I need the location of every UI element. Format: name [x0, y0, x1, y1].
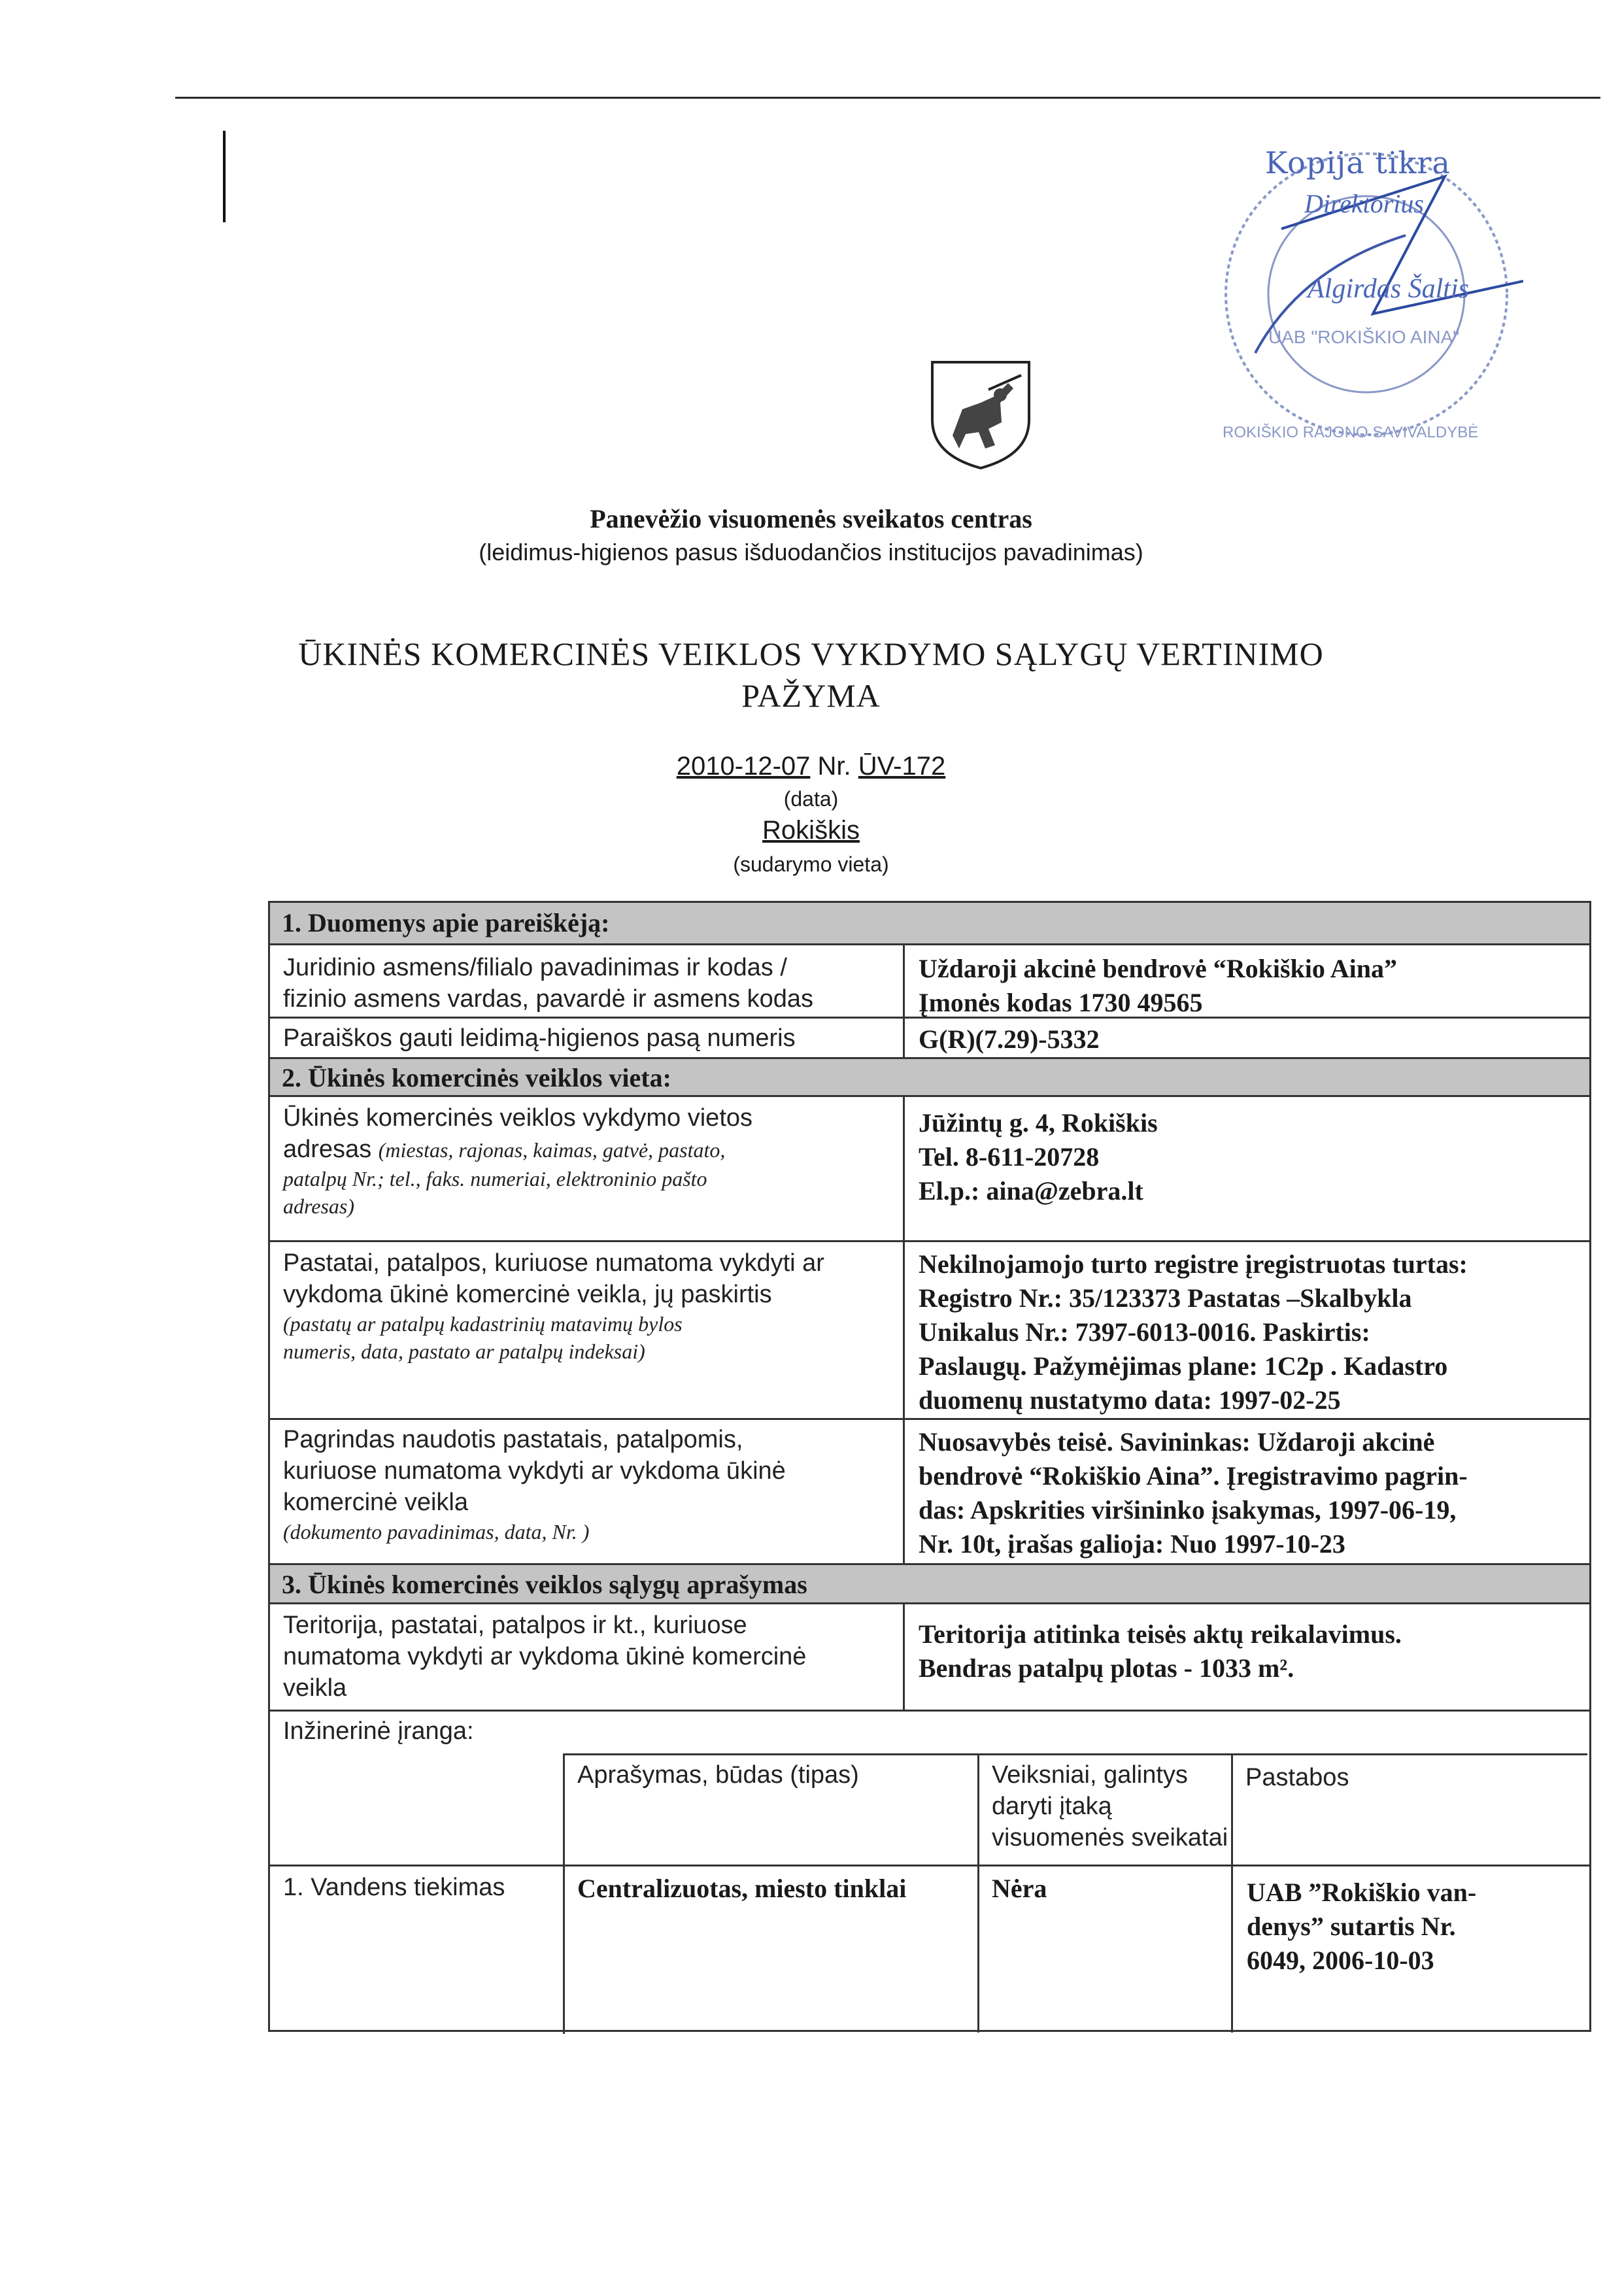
- place-value: Rokiškis: [762, 816, 860, 845]
- territory-value-1: Teritorija atitinka teisės aktų reikalavimus.: [919, 1619, 1402, 1649]
- water-description: Centralizuotas, miesto tinklai: [577, 1874, 907, 1903]
- water-factors: Nėra: [992, 1874, 1047, 1903]
- section-2-heading: 2. Ūkinės komercinės veiklos vieta:: [270, 1057, 1589, 1095]
- address-value: Jūžintų g. 4, Rokiškis: [919, 1108, 1158, 1138]
- number-label: Nr.: [817, 752, 851, 781]
- buildings-value-1: Nekilnojamojo turto registre įregistruotas turtas:: [919, 1249, 1468, 1279]
- document-number: ŪV-172: [858, 752, 946, 781]
- ownership-label-2: kuriuose numatoma vykdyti ar vykdoma ūkinė: [283, 1457, 786, 1485]
- section-3-heading: 3. Ūkinės komercinės veiklos sąlygų aprašymas: [270, 1563, 1589, 1602]
- address-label-3: patalpų Nr.; tel., faks. numeriai, elektroninio pašto: [283, 1167, 707, 1190]
- water-notes-2: denys” sutartis Nr.: [1247, 1912, 1456, 1941]
- section-1-row-application: [270, 1017, 1589, 1059]
- buildings-value-5: duomenų nustatymo data: 1997-02-25: [919, 1385, 1341, 1415]
- section-3-row-territory: [270, 1602, 1589, 1712]
- applicant-value-1: Uždaroji akcinė bendrovė “Rokiškio Aina”: [919, 954, 1397, 983]
- assessment-table: [268, 901, 1591, 2032]
- col-factors-1: Veiksniai, galintys: [992, 1761, 1188, 1789]
- section-2-row-address: [270, 1095, 1589, 1242]
- col-factors-2: daryti įtaką: [992, 1793, 1112, 1820]
- date-number-line: [0, 752, 1622, 781]
- stamp-ring-text: ROKIŠKIO RAJONO SAVIVALDYBĖ: [1223, 424, 1479, 441]
- water-notes-3: 6049, 2006-10-03: [1247, 1946, 1434, 1975]
- buildings-label-2: vykdoma ūkinė komercinė veikla, jų paskirtis: [283, 1281, 772, 1308]
- ownership-value-1: Nuosavybės teisė. Savininkas: Uždaroji akcinė: [919, 1427, 1435, 1457]
- section-2-row-buildings: [270, 1240, 1589, 1420]
- water-notes-1: UAB ”Rokiškio van-: [1247, 1878, 1477, 1907]
- buildings-value-2: Registro Nr.: 35/123373 Pastatas –Skalbykla: [919, 1283, 1412, 1313]
- buildings-label-3: (pastatų ar patalpų kadastrinių matavimų bylos: [283, 1312, 683, 1336]
- applicant-value-2: Įmonės kodas 1730 49565: [919, 988, 1203, 1017]
- date-caption: (data): [783, 787, 839, 811]
- coat-of-arms-icon: [923, 357, 1038, 472]
- document-title: [0, 633, 1622, 717]
- applicant-label-2: fizinio asmens vardas, pavardė ir asmens kodas: [283, 985, 814, 1013]
- document-title-line-1: ŪKINĖS KOMERCINĖS VEIKLOS VYKDYMO SĄLYGŲ VERTINIMO: [298, 635, 1324, 672]
- ownership-label-3: komercinė veikla: [283, 1489, 468, 1516]
- ownership-value-4: Nr. 10t, įrašas galioja: Nuo 1997-10-23: [919, 1529, 1345, 1559]
- engineering-label: Inžinerinė įranga:: [283, 1717, 474, 1745]
- territory-label-1: Teritorija, pastatai, patalpos ir kt., kuriuose: [283, 1612, 747, 1639]
- top-rule: [175, 97, 1600, 99]
- document-date: 2010-12-07: [676, 752, 811, 781]
- stamp-center-text: UAB "ROKIŠKIO AINA": [1268, 327, 1460, 347]
- section-1-row-applicant: [270, 943, 1589, 1019]
- applicant-label-1: Juridinio asmens/filialo pavadinimas ir kodas /: [283, 954, 787, 981]
- ownership-value-2: bendrovė “Rokiškio Aina”. Įregistravimo pagrin-: [919, 1461, 1468, 1491]
- issuing-institution-caption: (leidimus-higienos pasus išduodančios institucijos pavadinimas): [479, 539, 1143, 566]
- section-1-heading: 1. Duomenys apie pareiškėją:: [270, 903, 1589, 943]
- email-value: El.p.: aina@zebra.lt: [919, 1176, 1143, 1206]
- document-title-line-2: PAŽYMA: [741, 677, 881, 714]
- col-factors-3: visuomenės sveikatai: [992, 1824, 1228, 1851]
- address-label-2: [283, 1134, 752, 1165]
- application-label: Paraiškos gauti leidimą-higienos pasą numeris: [283, 1024, 796, 1052]
- buildings-value-3: Unikalus Nr.: 7397-6013-0016. Paskirtis:: [919, 1317, 1370, 1347]
- col-notes: Pastabos: [1245, 1764, 1349, 1791]
- buildings-label-4: numeris, data, pastato ar patalpų indeksai): [283, 1340, 645, 1363]
- place: [0, 816, 1622, 845]
- address-label-2b: (miestas, rajonas, kaimas, gatvė, pastato,: [378, 1138, 726, 1162]
- water-supply-row: [270, 1865, 1589, 2034]
- water-label: 1. Vandens tiekimas: [283, 1874, 505, 1901]
- margin-mark: [223, 131, 226, 222]
- col-description: Aprašymas, būdas (tipas): [577, 1761, 859, 1789]
- stamp-signer: Algirdas Šaltis: [1308, 274, 1469, 304]
- ownership-label-4: (dokumento pavadinimas, data, Nr. ): [283, 1520, 590, 1544]
- place-caption: (sudarymo vieta): [733, 853, 889, 876]
- phone-value: Tel. 8-611-20728: [919, 1142, 1100, 1172]
- address-label-1: Ūkinės komercinės veiklos vykdymo vietos: [283, 1104, 753, 1132]
- address-label-4: adresas): [283, 1194, 355, 1218]
- ownership-value-3: das: Apskrities viršininko įsakymas, 1997-06-19,: [919, 1495, 1457, 1525]
- territory-label-3: veikla: [283, 1674, 347, 1702]
- buildings-label-1: Pastatai, patalpos, kuriuose numatoma vykdyti ar: [283, 1249, 824, 1277]
- issuing-institution-name: Panevėžio visuomenės sveikatos centras: [590, 504, 1032, 533]
- stamp-copy-label: Kopija tikra: [1265, 145, 1451, 180]
- buildings-value-4: Paslaugų. Pažymėjimas plane: 1C2p . Kadastro: [919, 1351, 1448, 1381]
- engineering-block: [270, 1710, 1589, 2032]
- section-2-row-ownership: [270, 1418, 1589, 1565]
- territory-label-2: numatoma vykdyti ar vykdoma ūkinė komercinė: [283, 1643, 807, 1670]
- ownership-label-1: Pagrindas naudotis pastatais, patalpomis,: [283, 1426, 743, 1453]
- address-label-2a: adresas: [283, 1136, 379, 1163]
- application-value: G(R)(7.29)-5332: [919, 1024, 1100, 1054]
- stamp-role: Direktorius: [1304, 189, 1424, 218]
- territory-value-2: Bendras patalpų plotas - 1033 m².: [919, 1653, 1294, 1683]
